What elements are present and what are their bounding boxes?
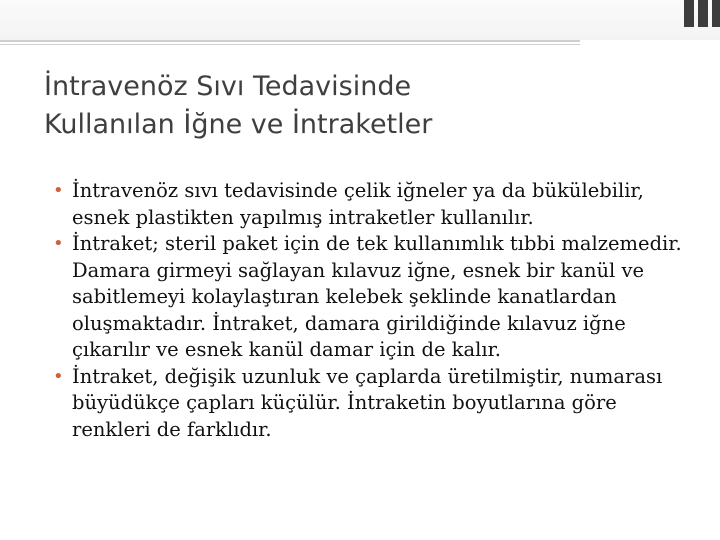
bullet-text: İntravenöz sıvı tedavisinde çelik iğneler ya da bükülebilir, esnek plastikten yapılmış intraketler kullanılır. — [72, 179, 644, 229]
dark-corner-block — [712, 0, 720, 27]
bullet-list — [50, 178, 690, 443]
slide-title-line: İntravenöz Sıvı Tedavisinde — [44, 71, 412, 102]
bullet-item — [50, 178, 690, 231]
bullet-item — [50, 364, 690, 444]
dark-corner-block — [684, 0, 694, 27]
bullet-marker: • — [53, 180, 64, 201]
dark-corner-block — [698, 0, 708, 27]
slide-title-line: Kullanılan İğne ve İntraketler — [44, 109, 433, 140]
decorative-line — [0, 40, 580, 42]
bullet-text: İntraket, değişik uzunluk ve çaplarda üretilmiştir, numarası büyüdükçe çapları küçülür. İntraketin boyutlarına göre renkleri de farklıdır. — [72, 364, 663, 441]
top-decorative-band — [0, 0, 720, 40]
bullet-text: İntraket; steril paket için de tek kullanımlık tıbbi malzemedir. Damara girmeyi sağlayan kılavuz iğne, esnek bir kanül ve sabitlemeyi kolaylaştıran kelebek şeklinde kanatlardan oluşmaktadır. İntraket, damara girildiğinde kılavuz iğne çıkarılır ve esnek kanül damar için de kalır. — [72, 232, 682, 361]
slide-title — [44, 68, 684, 144]
decorative-line — [0, 44, 580, 45]
bullet-item — [50, 231, 690, 364]
bullet-marker: • — [53, 365, 64, 387]
bullet-marker: • — [53, 233, 64, 254]
